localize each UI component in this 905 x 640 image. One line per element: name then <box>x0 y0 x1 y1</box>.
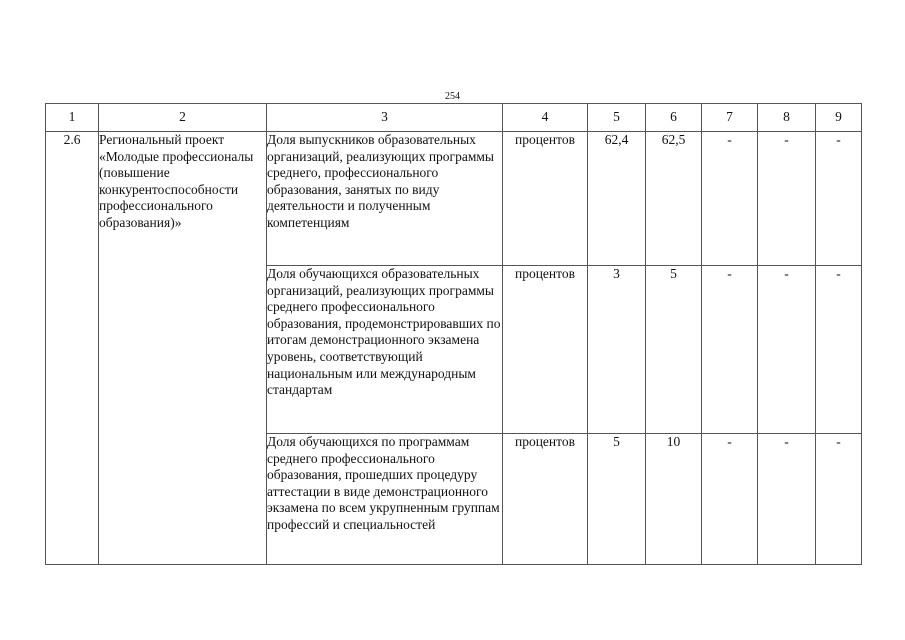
unit-cell: процентов <box>503 132 588 266</box>
value-col5: 62,4 <box>588 132 646 266</box>
header-cell-3: 3 <box>267 104 503 132</box>
project-name: Региональный проект «Молодые профессионалы (повышение конкурентоспособности профессионального образования)» <box>99 132 267 565</box>
header-cell-5: 5 <box>588 104 646 132</box>
value-col9: - <box>816 266 862 434</box>
value-col7: - <box>702 132 758 266</box>
value-col9: - <box>816 132 862 266</box>
value-col6: 10 <box>646 434 702 565</box>
header-cell-7: 7 <box>702 104 758 132</box>
header-cell-8: 8 <box>758 104 816 132</box>
indicator-text: Доля обучающихся по программам среднего профессионального образования, прошедших процедуру аттестации в виде демонстрационного экзамена по всем укрупненным группам профессий и специальностей <box>267 434 503 565</box>
table-row <box>46 132 862 266</box>
header-cell-1: 1 <box>46 104 99 132</box>
indicator-text: Доля выпускников образовательных организаций, реализующих программы среднего, профессионального образования, занятых по виду деятельности и полученным компетенциям <box>267 132 503 266</box>
header-cell-4: 4 <box>503 104 588 132</box>
value-col7: - <box>702 434 758 565</box>
table-header-row <box>46 104 862 132</box>
value-col7: - <box>702 266 758 434</box>
value-col5: 5 <box>588 434 646 565</box>
value-col8: - <box>758 434 816 565</box>
indicators-table <box>45 103 862 565</box>
value-col5: 3 <box>588 266 646 434</box>
indicator-text: Доля обучающихся образовательных организаций, реализующих программы среднего профессионального образования, продемонстрировавших по итогам демонстрационного экзамена уровень, соответствующий национальным или международным стандартам <box>267 266 503 434</box>
value-col8: - <box>758 266 816 434</box>
header-cell-9: 9 <box>816 104 862 132</box>
header-cell-2: 2 <box>99 104 267 132</box>
value-col8: - <box>758 132 816 266</box>
value-col6: 5 <box>646 266 702 434</box>
value-col9: - <box>816 434 862 565</box>
value-col6: 62,5 <box>646 132 702 266</box>
section-number: 2.6 <box>46 132 99 565</box>
page-number: 254 <box>445 91 460 102</box>
unit-cell: процентов <box>503 266 588 434</box>
unit-cell: процентов <box>503 434 588 565</box>
header-cell-6: 6 <box>646 104 702 132</box>
